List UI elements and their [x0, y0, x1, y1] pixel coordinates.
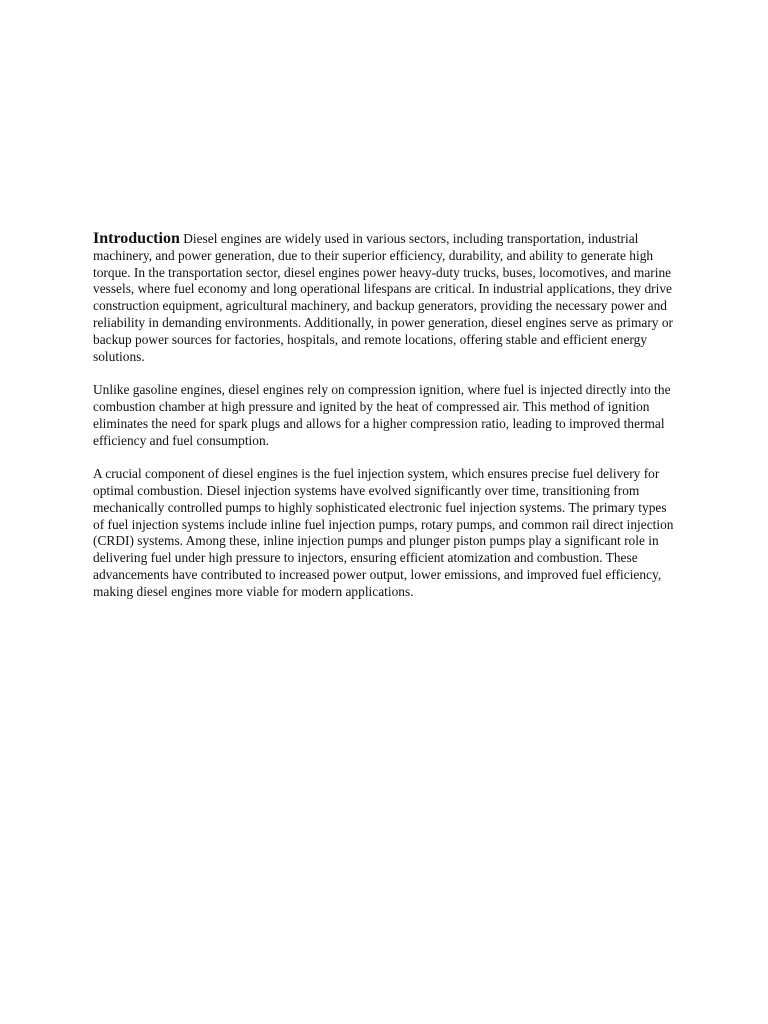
- fuel-injection-paragraph: [93, 466, 675, 600]
- section-heading: Introduction: [93, 230, 180, 247]
- compression-ignition-paragraph: [93, 382, 675, 449]
- intro-paragraph: [93, 231, 675, 365]
- paragraph-text: A crucial component of diesel engines is the fuel injection system, which ensures precise fuel delivery for optimal combustion. Diesel injection systems have evolved significantly over time, transitioning from mechanically controlled pumps to highly sophisticated electronic fuel injection systems. The primary types of fuel injection systems include inline fuel injection pumps, rotary pumps, and common rail direct injection (CRDI) systems. Among these, inline injection pumps and plunger piston pumps play a significant role in delivering fuel under high pressure to injectors, ensuring efficient atomization and combustion. These advancements have contributed to increased power output, lower emissions, and improved fuel efficiency, making diesel engines more viable for modern applications.: [93, 466, 674, 599]
- paragraph-text: Diesel engines are widely used in various sectors, including transportation, industrial machinery, and power generation, due to their superior efficiency, durability, and ability to generate high torque. In the transportation sector, diesel engines power heavy-duty trucks, buses, locomotives, and marine vessels, where fuel economy and long operational lifespans are critical. In industrial applications, they drive construction equipment, agricultural machinery, and backup generators, providing the necessary power and reliability in demanding environments. Additionally, in power generation, diesel engines serve as primary or backup power sources for factories, hospitals, and remote locations, offering stable and efficient energy solutions.: [93, 231, 673, 364]
- document-body: [93, 231, 675, 617]
- paragraph-text: Unlike gasoline engines, diesel engines rely on compression ignition, where fuel is injected directly into the combustion chamber at high pressure and ignited by the heat of compressed air. This method of ignition eliminates the need for spark plugs and allows for a higher compression ratio, leading to improved thermal efficiency and fuel consumption.: [93, 382, 671, 448]
